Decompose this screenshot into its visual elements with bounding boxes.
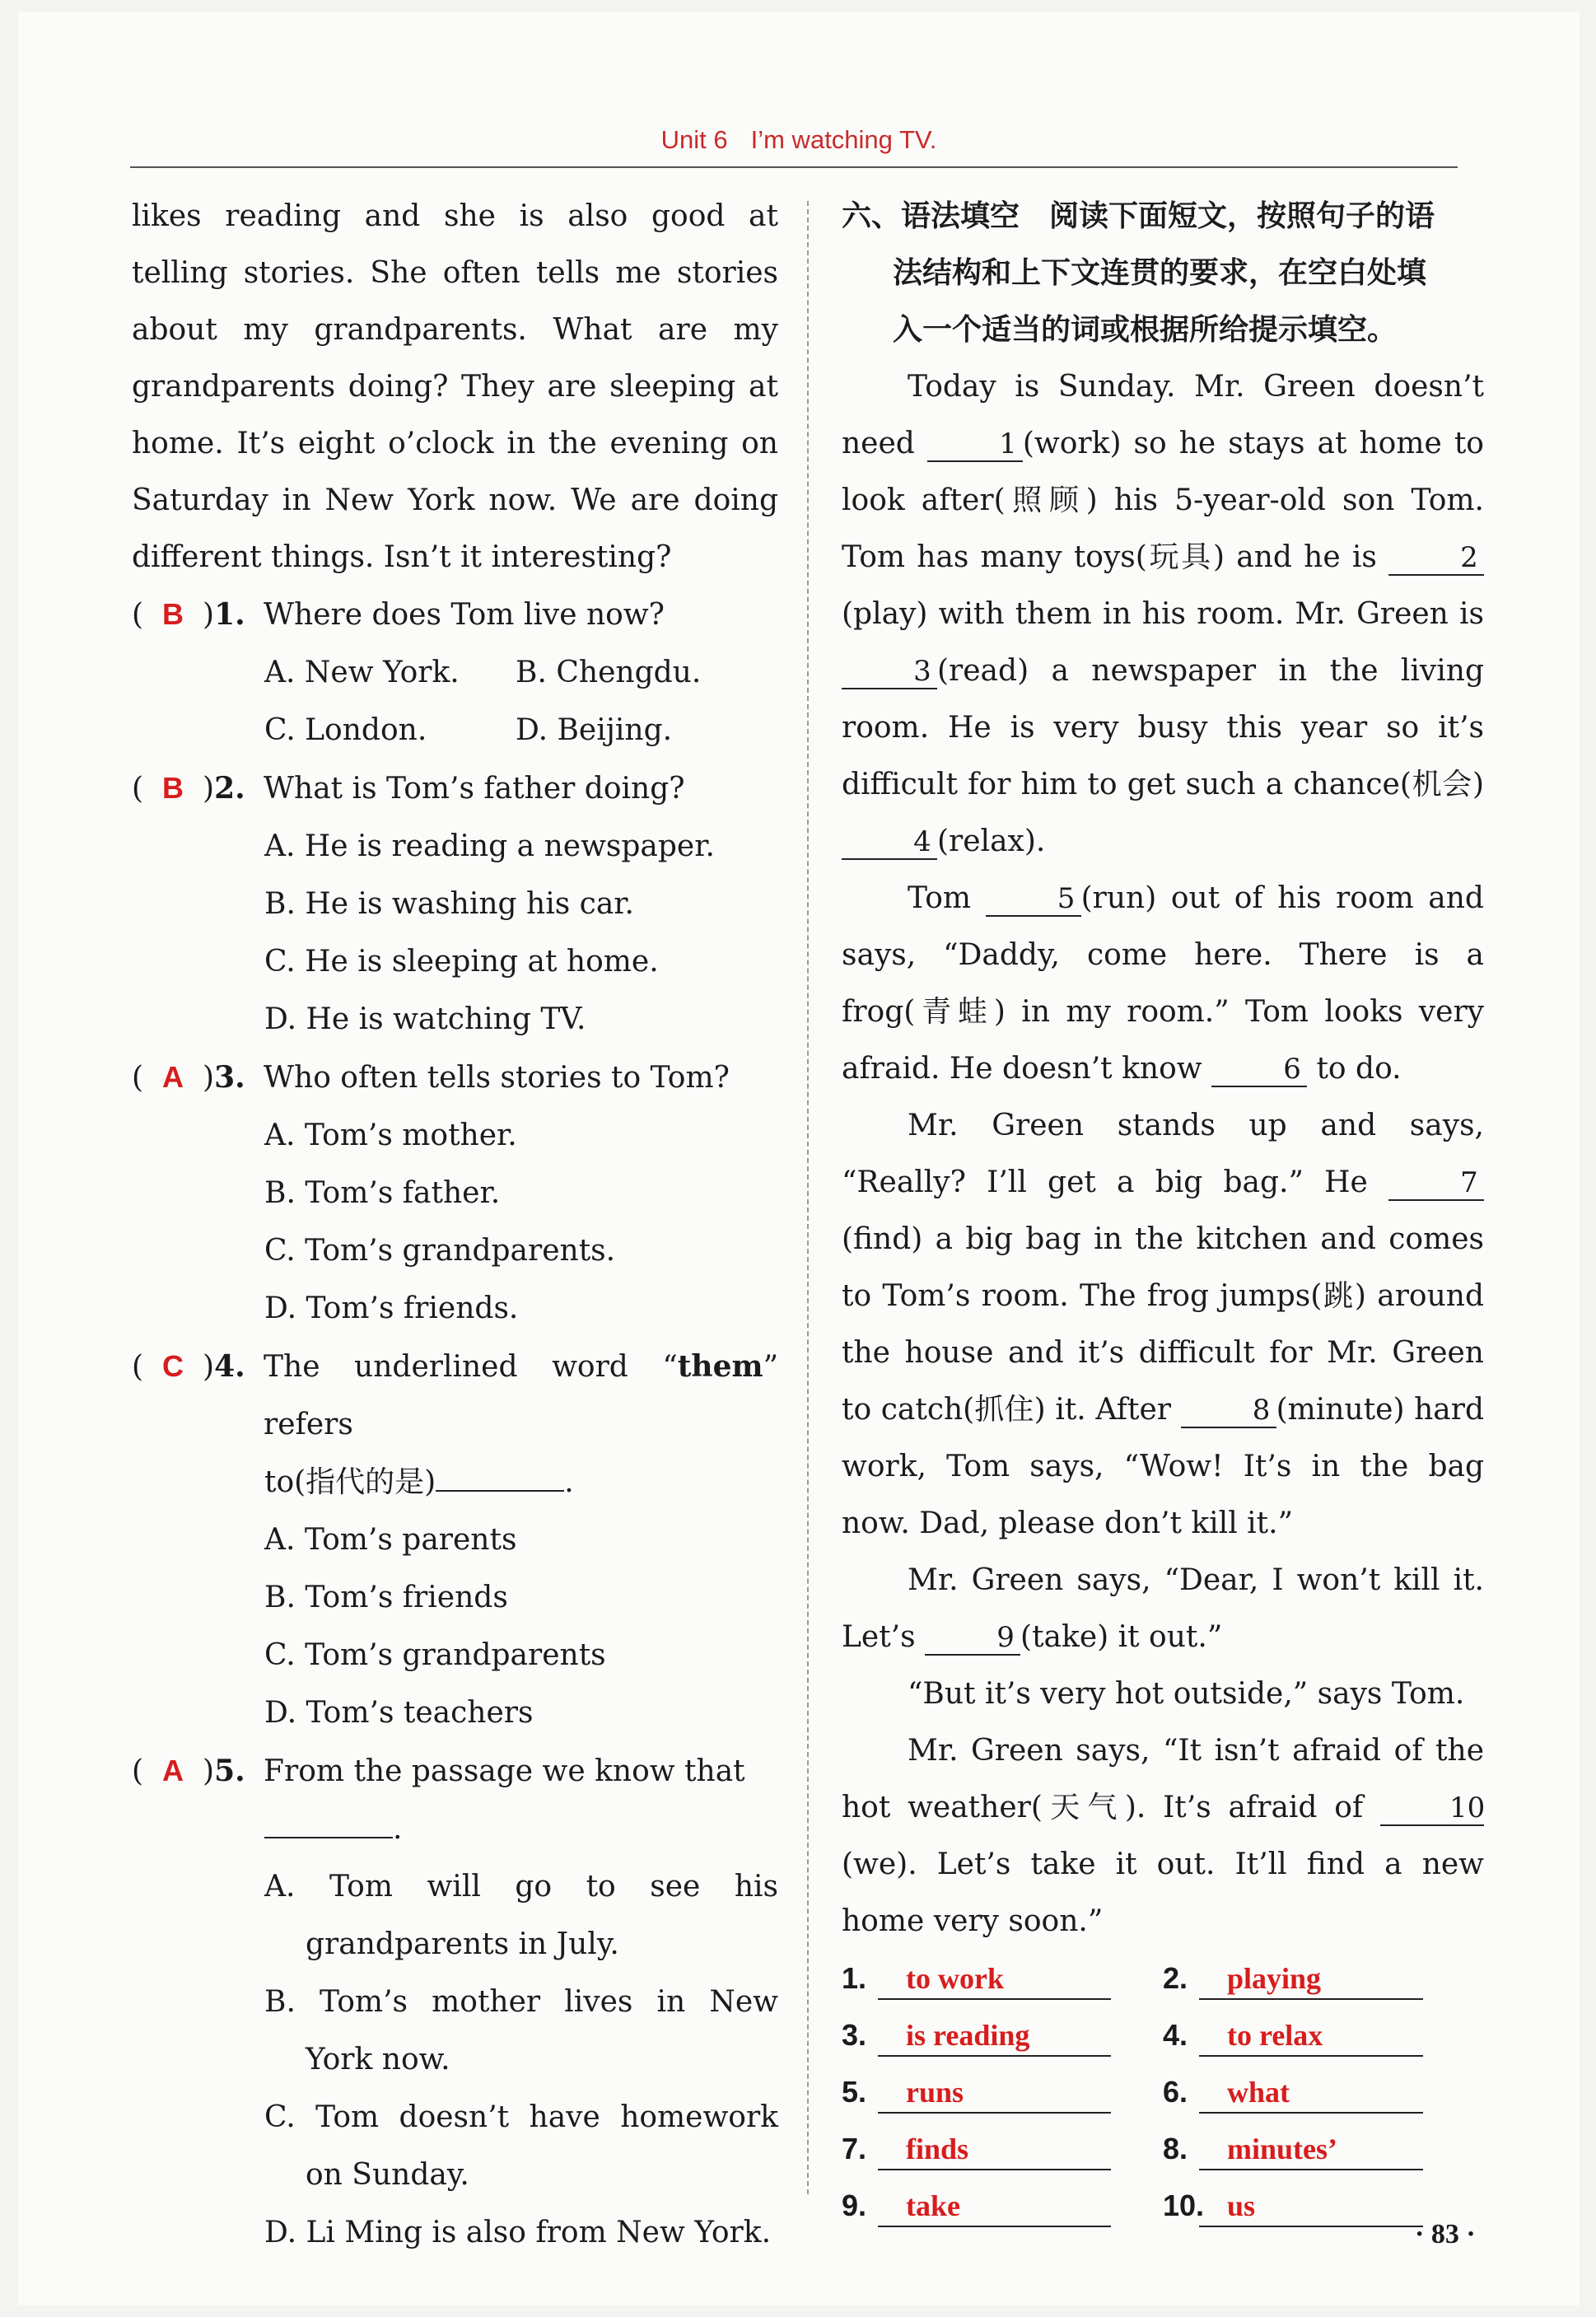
- left-column: [132, 188, 778, 2262]
- answer-value: what: [1199, 2072, 1423, 2114]
- answer-value: to relax: [1199, 2016, 1423, 2057]
- question-stem: From the passage we know that: [264, 1754, 745, 1788]
- option: B. Tom’s mother lives in New York now.: [264, 1985, 778, 2076]
- question-4-options: [264, 1454, 778, 1742]
- question-3-options: [264, 1107, 778, 1338]
- paragraph-3: Mr. Green stands up and says, “Really? I’ll get a big bag.” He 7(find) a big bag in the kitchen and comes to Tom’s room. The frog jumps(跳) around the house and it’s difficult for Mr. Green to catch(抓住) it. After 8 (minute) hard work, Tom says, “Wow! It’s in the bag now. Dad, please don’t kill it.”: [842, 1109, 1484, 1540]
- option: A. He is reading a newspaper.: [264, 829, 715, 863]
- question-stem-continued: to(指代的是) .: [264, 1465, 574, 1499]
- option: A. New York.: [264, 656, 460, 689]
- section-title: 六、语法填空 阅读下面短文，按照句子的语 法结构和上下文连贯的要求，在空白处填 入一个适当的词或根据所给提示填空。: [842, 199, 1435, 347]
- answer-mark: A: [162, 1060, 184, 1094]
- right-column: [842, 188, 1484, 2234]
- option: A. Tom’s mother.: [264, 1119, 517, 1152]
- question-5-options: [264, 1801, 778, 2262]
- option: A. Tom will go to see his grandparents in July.: [264, 1870, 778, 1961]
- paragraph-5: “But it’s very hot outside,” says Tom.: [908, 1677, 1465, 1711]
- question-stem: Where does Tom live now?: [264, 598, 665, 632]
- blank-9: 9: [925, 1621, 1020, 1656]
- option: D. Beijing.: [516, 713, 673, 747]
- unit-title: I’m watching TV.: [750, 125, 937, 154]
- underlined-word: them: [677, 1349, 763, 1384]
- blank-6: 6: [1211, 1053, 1307, 1087]
- answer-value: playing: [1199, 1959, 1423, 2000]
- question-stem: The underlined word “them” refers: [264, 1349, 778, 1441]
- paragraph-1: Today is Sunday. Mr. Green doesn’t need 1 (work) so he stays at home to look after(照顾) his 5-year-old son Tom. Tom has many toys(玩具) and he is 2 (play) with them in his room. Mr. Green is 3 (read) a newspaper in the living room. He is very busy this year so it’s difficult for him to get such a chance(机会) 4 (relax).: [842, 370, 1484, 858]
- answer-blank: [264, 1812, 393, 1838]
- option: C. Tom doesn’t have homework on Sunday.: [264, 2100, 778, 2192]
- question-4: ( C )4. The underlined word “them” refers: [132, 1338, 778, 1454]
- option: C. He is sleeping at home.: [264, 945, 659, 979]
- question-1-options: [264, 644, 778, 759]
- column-divider: [807, 201, 809, 2194]
- question-2-options: [264, 818, 778, 1049]
- answer-value: us: [1199, 2186, 1423, 2227]
- option: A. Tom’s parents: [264, 1523, 517, 1557]
- question-stem: What is Tom’s father doing?: [264, 772, 685, 806]
- answer-blank: [436, 1465, 564, 1492]
- option: B. Tom’s friends: [264, 1581, 508, 1614]
- option: C. Tom’s grandparents: [264, 1638, 606, 1672]
- answer-mark: A: [162, 1754, 184, 1787]
- page-header: [18, 125, 1580, 155]
- blank-1: 1: [927, 427, 1023, 462]
- unit-label: Unit 6: [660, 125, 728, 154]
- answer-value: minutes’: [1199, 2129, 1423, 2170]
- option: D. He is watching TV.: [264, 1002, 586, 1036]
- blank-4: 4: [842, 825, 937, 860]
- answer-value: is reading: [878, 2016, 1111, 2057]
- workbook-page: [18, 12, 1580, 2305]
- question-2: ( B )2. What is Tom’s father doing?: [132, 759, 778, 818]
- blank-7: 7: [1388, 1166, 1484, 1201]
- page-number: · 83 ·: [1415, 2219, 1476, 2249]
- option: B. Chengdu.: [516, 656, 702, 689]
- answer-grid: 1. to work 2. playing 3. is reading 4. to relax 5. runs 6. what 7. finds 8. minutes’ 9. take 10. us: [842, 1950, 1484, 2234]
- option: D. Li Ming is also from New York.: [264, 2216, 772, 2249]
- paragraph-6: Mr. Green says, “It isn’t afraid of the hot weather(天气). It’s afraid of 10(we). Let’s take it out. It’ll find a new home very soon.”: [842, 1734, 1486, 1938]
- answer-mark: C: [162, 1349, 184, 1383]
- cloze-passage: [842, 358, 1484, 1950]
- question-5: ( A )5. From the passage we know that: [132, 1742, 778, 1801]
- option: D. Tom’s teachers: [264, 1696, 534, 1730]
- header-rule: [130, 166, 1458, 168]
- option: B. He is washing his car.: [264, 887, 634, 921]
- paragraph-4: Mr. Green says, “Dear, I won’t kill it. Let’s 9 (take) it out.”: [842, 1563, 1484, 1654]
- question-1: ( B )1. Where does Tom live now?: [132, 586, 778, 644]
- answer-value: runs: [878, 2072, 1111, 2114]
- question-stem-continued: .: [264, 1801, 778, 1858]
- answer-mark: B: [162, 771, 184, 805]
- answer-value: finds: [878, 2129, 1111, 2170]
- blank-10: 10: [1380, 1791, 1484, 1826]
- option: C. London.: [264, 713, 427, 747]
- blank-5: 5: [986, 882, 1081, 917]
- answer-mark: B: [162, 597, 184, 631]
- question-stem: Who often tells stories to Tom?: [264, 1061, 730, 1095]
- answer-value: to work: [878, 1959, 1111, 2000]
- blank-3: 3: [842, 655, 937, 689]
- blank-8: 8: [1181, 1394, 1276, 1428]
- question-3: ( A )3. Who often tells stories to Tom?: [132, 1049, 778, 1107]
- answer-value: take: [878, 2186, 1111, 2227]
- reading-passage-end: likes reading and she is also good at telling stories. She often tells me stories about my grandparents. What are my grandparents doing? They are sleeping at home. It’s eight o’clock in the evening on Saturday in New York now. We are doing different things. Isn’t it interesting?: [132, 199, 778, 574]
- paragraph-2: Tom 5 (run) out of his room and says, “Daddy, come here. There is a frog(青蛙) in my room.” Tom looks very afraid. He doesn’t know 6 to do.: [842, 881, 1484, 1086]
- blank-2: 2: [1388, 541, 1484, 576]
- option: D. Tom’s friends.: [264, 1292, 519, 1325]
- option: B. Tom’s father.: [264, 1176, 501, 1210]
- option: C. Tom’s grandparents.: [264, 1234, 616, 1268]
